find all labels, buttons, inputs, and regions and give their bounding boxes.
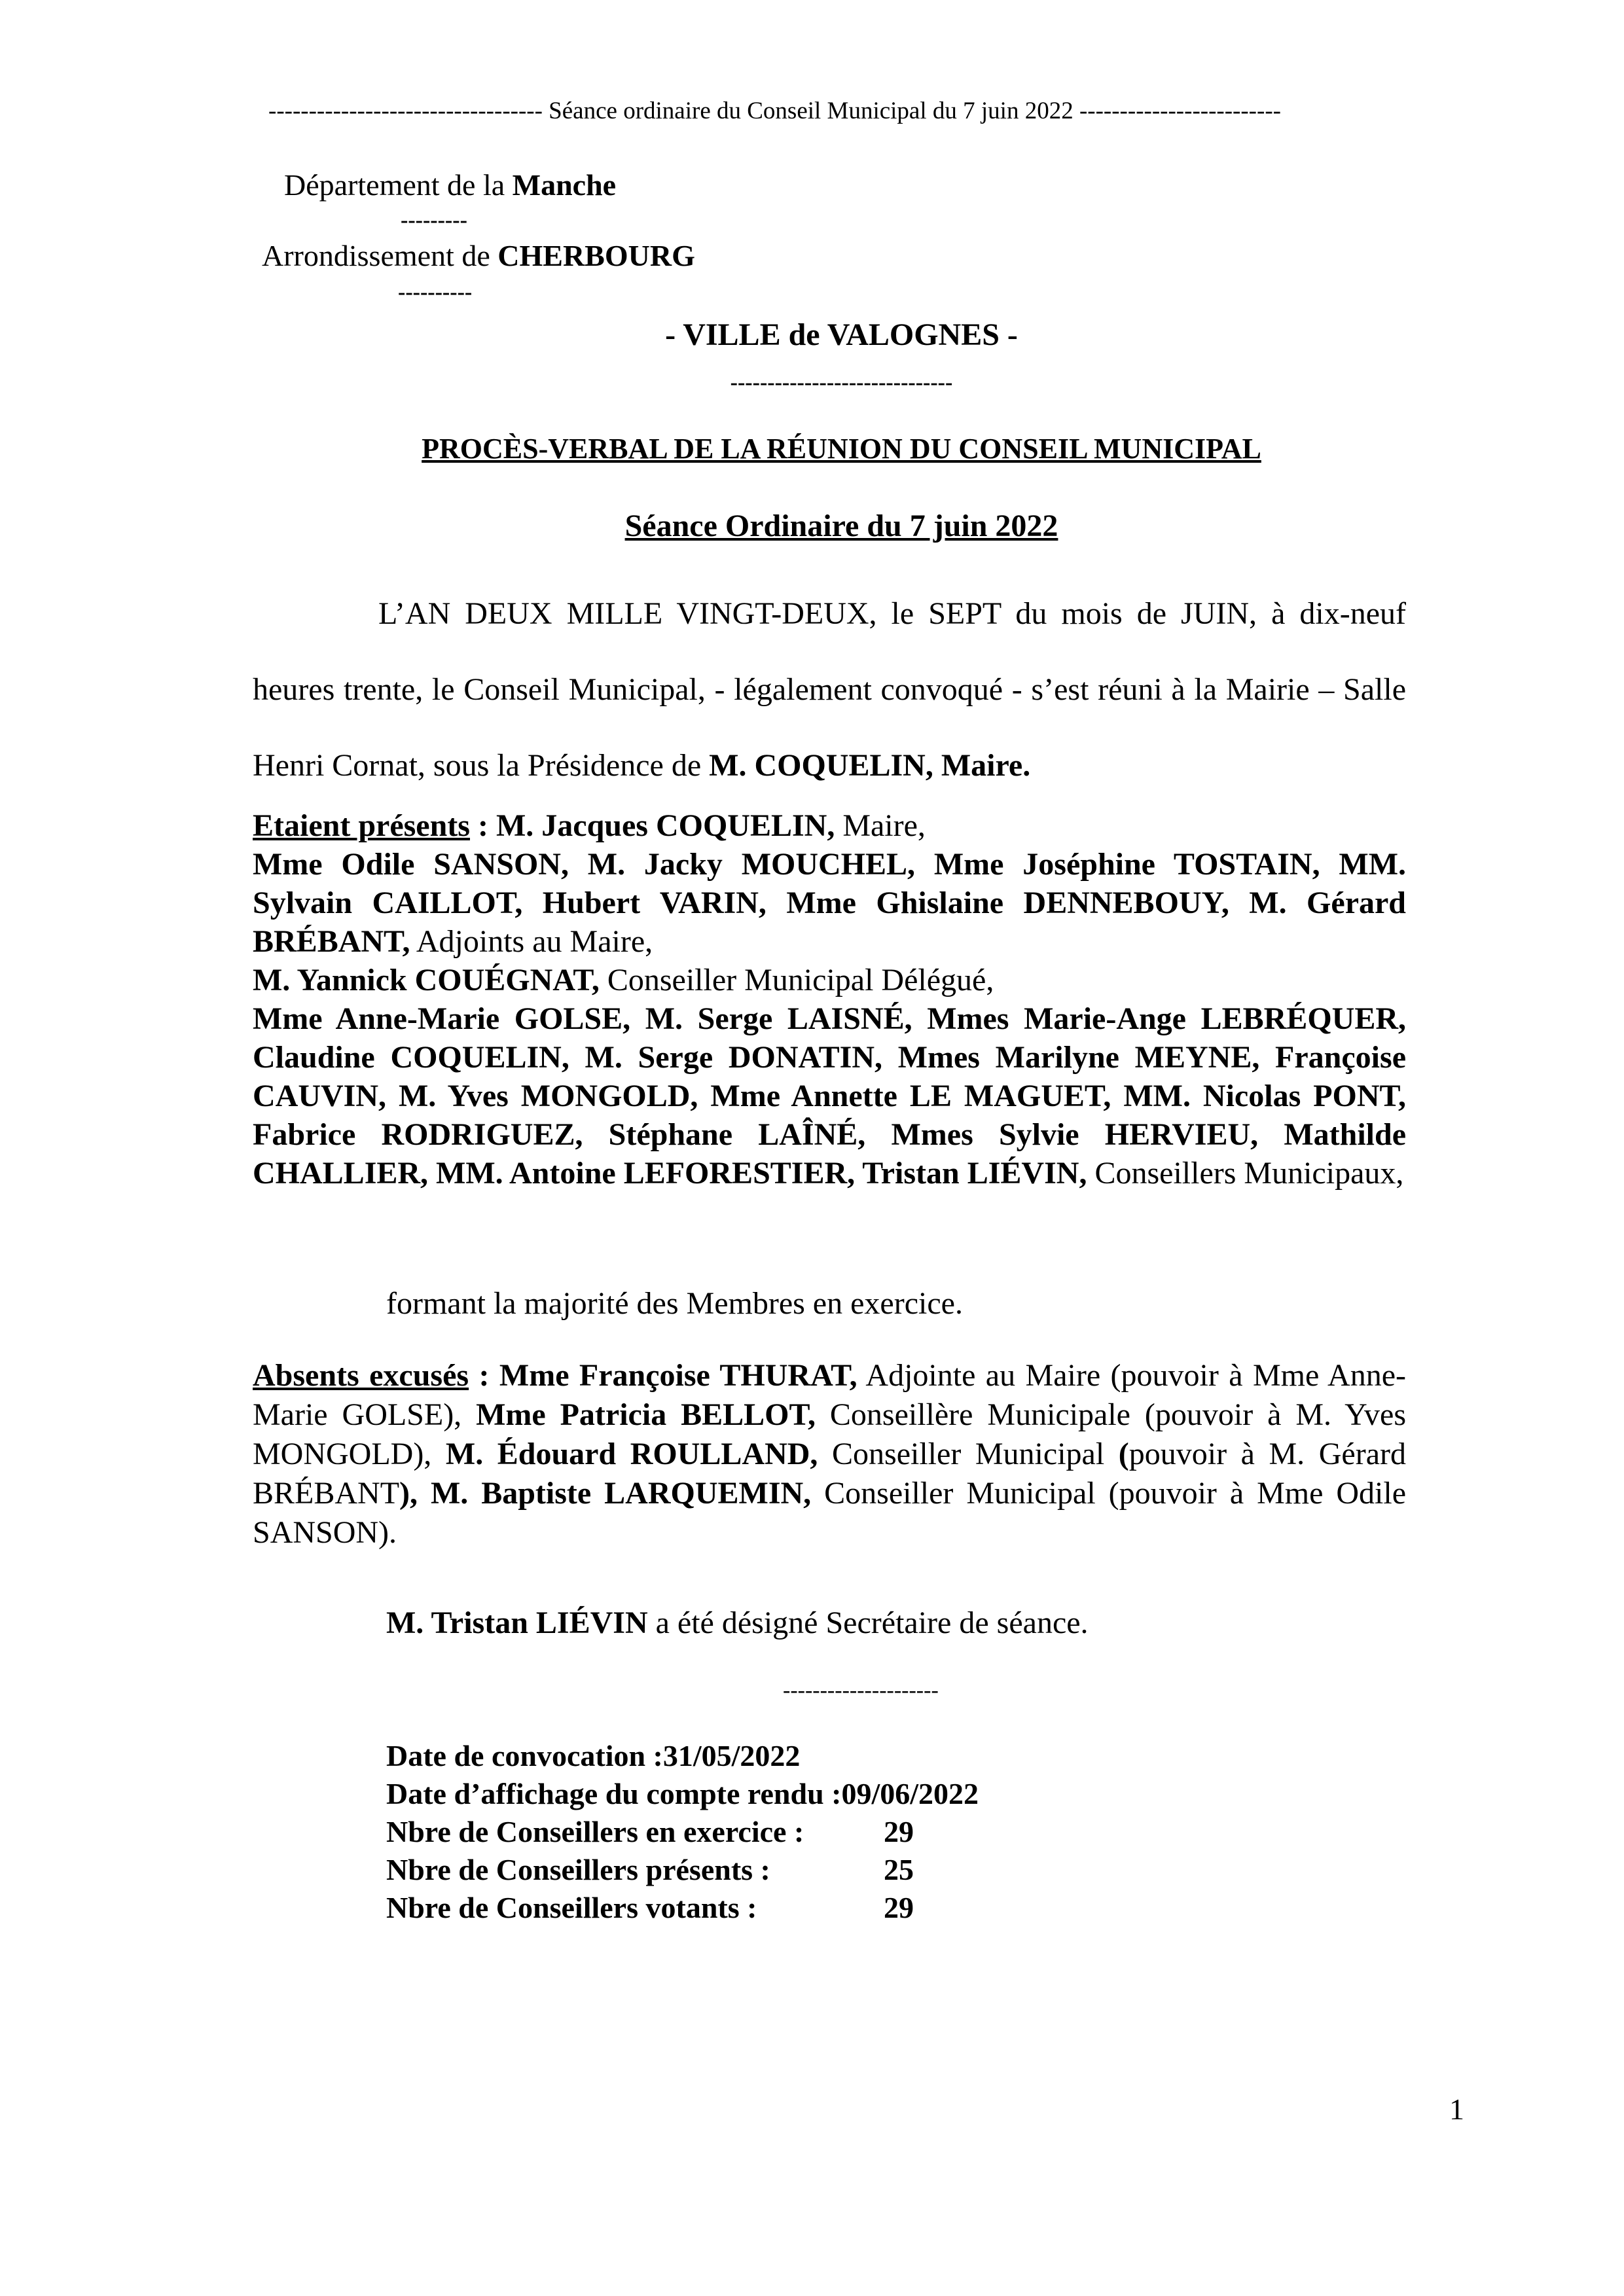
- conseillers-role: Conseillers Municipaux,: [1087, 1156, 1404, 1191]
- attendees-adjoints: [253, 845, 1406, 961]
- maire-name: M. Jacques COQUELIN,: [496, 808, 835, 843]
- stat-convocation-value: 31/05/2022: [662, 1739, 801, 1772]
- absent-1-text: Adjointe au Maire (pouvoir à Mme Anne-Marie GOLSE),: [253, 1358, 1407, 1432]
- page-number: 1: [1449, 2092, 1464, 2126]
- department-line: [284, 168, 616, 202]
- attendees-label: Etaient présents: [253, 808, 470, 843]
- stat-votants-label: Nbre de Conseillers votants :: [386, 1891, 757, 1924]
- stat-exercice: [386, 1813, 979, 1851]
- absent-4-name: M. Baptiste LARQUEMIN,: [430, 1476, 812, 1511]
- department-prefix: Département de la: [284, 168, 513, 202]
- intro-paragraph: [253, 576, 1406, 804]
- stat-affichage-label: Date d’affichage du compte rendu :: [386, 1777, 842, 1810]
- absent-2-name: Mme Patricia BELLOT,: [476, 1397, 816, 1432]
- stat-exercice-value: 29: [884, 1815, 914, 1848]
- conseillers-names: Mme Anne-Marie GOLSE, M. Serge LAISNÉ, Mmes Marie-Ange LEBRÉQUER, Claudine COQUELIN, M. Serge DONATIN, Mmes Marilyne MEYNE, Françoise CAUVIN, M. Yves MONGOLD, Mme Annette LE MAGUET, MM. Nicolas PONT, Fabrice RODRIGUEZ, Stéphane LAÎNÉ, Mmes Sylvie HERVIEU, Mathilde CHALLIER, MM. Antoine LEFORESTIER, Tristan LIÉVIN,: [253, 1001, 1406, 1191]
- town-heading: - VILLE de VALOGNES -: [665, 317, 1018, 352]
- session-title: Séance Ordinaire du 7 juin 2022: [624, 509, 1058, 543]
- department-separator: ---------: [401, 208, 467, 232]
- section-separator: ---------------------: [783, 1678, 939, 1702]
- absent-3-text: Conseiller Municipal: [818, 1437, 1119, 1471]
- delegue-role: Conseiller Municipal Délégué,: [599, 963, 994, 997]
- absent-3-paren-close: ),: [399, 1476, 431, 1511]
- attendees-maire: [253, 806, 1406, 845]
- intro-text: L’AN DEUX MILLE VINGT-DEUX, le SEPT du mois de JUIN, à dix-neuf heures trente, le Conseil Municipal, - légalement convoqué - s’est réuni à la Mairie – Salle Henri Cornat, sous la Présidence de: [253, 596, 1406, 783]
- stat-convocation: [386, 1737, 979, 1775]
- stat-presents-value: 25: [884, 1853, 914, 1886]
- absentees-colon: :: [469, 1358, 499, 1393]
- secretary-statement: [386, 1605, 1089, 1641]
- stat-affichage: [386, 1775, 979, 1813]
- arrondissement-line: [262, 238, 695, 273]
- absent-3-paren-open: (: [1118, 1437, 1129, 1471]
- attendees-conseillers: [253, 999, 1406, 1193]
- session-stats: [386, 1737, 979, 1927]
- absentees-section: [253, 1356, 1406, 1552]
- absent-4-text: Conseiller Municipal (pouvoir à Mme Odile SANSON).: [253, 1476, 1407, 1550]
- majority-statement: formant la majorité des Membres en exercice.: [386, 1286, 963, 1321]
- adjoints-role: Adjoints au Maire,: [410, 924, 653, 959]
- running-header: ---------------------------------- Séance ordinaire du Conseil Municipal du 7 juin 2022 -------------------------: [268, 98, 1281, 124]
- stat-convocation-label: Date de convocation :: [386, 1739, 663, 1772]
- stat-affichage-value: 09/06/2022: [841, 1777, 979, 1810]
- stat-votants-value: 29: [884, 1891, 914, 1924]
- stat-presents-label: Nbre de Conseillers présents :: [386, 1853, 770, 1886]
- absent-2-text: Conseillère Municipale (pouvoir à M. Yves MONGOLD),: [253, 1397, 1406, 1471]
- absent-3-name: M. Édouard ROULLAND,: [445, 1437, 818, 1471]
- secretary-text: a été désigné Secrétaire de séance.: [647, 1605, 1089, 1640]
- stat-exercice-label: Nbre de Conseillers en exercice :: [386, 1815, 804, 1848]
- department-name: Manche: [512, 168, 617, 202]
- secretary-name: M. Tristan LIÉVIN: [386, 1605, 648, 1640]
- attendees-delegue: [253, 961, 1406, 999]
- arrondissement-name: CHERBOURG: [497, 239, 695, 272]
- document-title: PROCÈS-VERBAL DE LA RÉUNION DU CONSEIL MUNICIPAL: [422, 433, 1261, 465]
- stat-presents: [386, 1851, 979, 1889]
- arrondissement-prefix: Arrondissement de: [262, 239, 498, 272]
- attendees-section: [253, 806, 1406, 1193]
- attendees-colon: :: [469, 808, 496, 843]
- maire-role: Maire,: [835, 808, 926, 843]
- arrondissement-separator: ----------: [398, 280, 473, 304]
- intro-president: M. COQUELIN, Maire.: [709, 748, 1031, 783]
- stat-votants: [386, 1889, 979, 1927]
- adjoints-names: Mme Odile SANSON, M. Jacky MOUCHEL, Mme Joséphine TOSTAIN, MM. Sylvain CAILLOT, Hubert VARIN, Mme Ghislaine DENNEBOUY, M. Gérard BRÉBANT,: [253, 847, 1406, 959]
- absentees-label: Absents excusés: [253, 1358, 469, 1393]
- absent-1-name: Mme Françoise THURAT,: [499, 1358, 857, 1393]
- delegue-name: M. Yannick COUÉGNAT,: [253, 963, 600, 997]
- absent-3-proxy: pouvoir à M. Gérard BRÉBANT: [253, 1437, 1407, 1511]
- town-separator: ------------------------------: [730, 370, 953, 395]
